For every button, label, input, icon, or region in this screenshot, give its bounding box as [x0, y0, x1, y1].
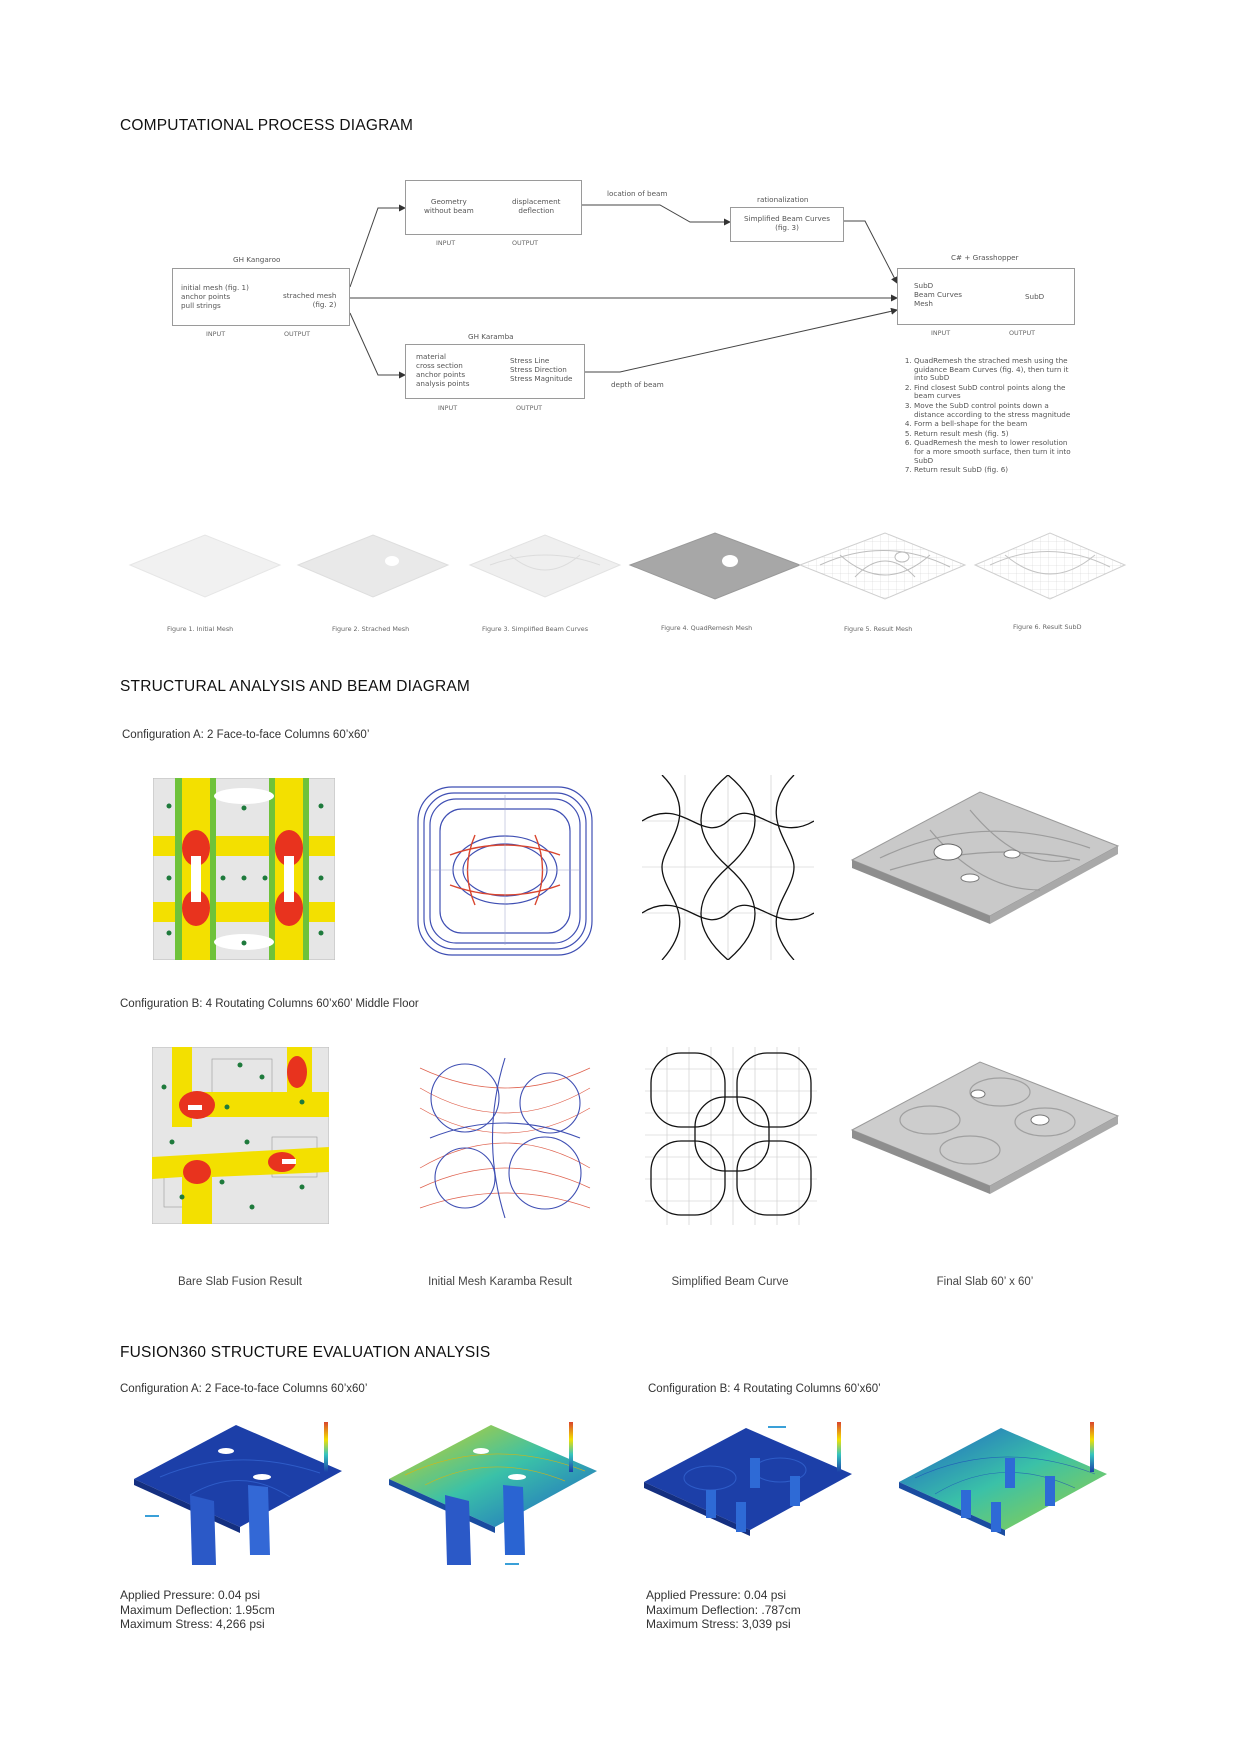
kangaroo-input-text: initial mesh (fig. 1) anchor points pull strings — [181, 283, 249, 310]
step-item: 1. QuadRemesh the strached mesh using the guidance Beam Curves (fig. 4), then turn it into SubD — [914, 357, 1076, 383]
karamba-output-label: OUTPUT — [516, 404, 543, 412]
fusion-b-stress: Maximum Stress: 3,039 psi — [646, 1617, 791, 1631]
step-item: 7. Return result SubD (fig. 6) — [914, 466, 1076, 475]
figure-1-caption: Figure 1. Initial Mesh — [167, 625, 234, 633]
config-b-karamba-stress-lines — [410, 1048, 600, 1228]
step-item: 3. Move the SubD control points down a distance according to the stress magnitude — [914, 402, 1076, 419]
geometry-input-text: Geometry without beam — [424, 197, 474, 215]
csharp-input-text: SubD Beam Curves Mesh — [914, 281, 962, 308]
karamba-input-text: material cross section anchor points analysis points — [416, 352, 470, 388]
figure-3-caption: Figure 3. Simplified Beam Curves — [482, 625, 589, 633]
csharp-output-text: SubD — [1025, 292, 1045, 301]
fusion-b-stats — [646, 1588, 801, 1632]
process-diagram — [0, 0, 1243, 520]
geometry-output-label: OUTPUT — [512, 239, 539, 247]
structural-config-a: Configuration A: 2 Face-to-face Columns 60’x60’ — [122, 729, 370, 741]
step-item: 2. Find closest SubD control points along the beam curves — [914, 384, 1076, 401]
kangaroo-input-label: INPUT — [206, 330, 226, 338]
fusion-a-stats — [120, 1588, 275, 1632]
caption-karamba: Initial Mesh Karamba Result — [428, 1276, 572, 1288]
figure-6-caption: Figure 6. Result SubD — [1013, 623, 1082, 631]
figure-2-caption: Figure 2. Strached Mesh — [332, 625, 410, 633]
config-b-final-slab — [850, 1050, 1120, 1200]
process-steps — [898, 357, 1076, 476]
depth-of-beam-label: depth of beam — [611, 380, 664, 389]
figure-6-mesh — [975, 533, 1125, 599]
kangaroo-output-label: OUTPUT — [284, 330, 311, 338]
config-b-simplified-beam-curves — [645, 1047, 817, 1225]
fusion-a-stress: Maximum Stress: 4,266 psi — [120, 1617, 265, 1631]
config-a-simplified-beam-curves — [642, 775, 814, 960]
step-item: 5. Return result mesh (fig. 5) — [914, 430, 1076, 439]
fusion-b-deflection-render — [895, 1418, 1110, 1558]
structural-config-b: Configuration B: 4 Routating Columns 60’x60’ Middle Floor — [120, 998, 419, 1010]
figure-5-caption: Figure 5. Result Mesh — [844, 625, 913, 633]
fusion-b-deflection-legend — [1088, 1420, 1102, 1500]
fusion-a-deflection: Maximum Deflection: 1.95cm — [120, 1602, 275, 1617]
karamba-box — [405, 344, 585, 399]
caption-beam-curve: Simplified Beam Curve — [671, 1276, 789, 1288]
fusion-b-pressure: Applied Pressure: 0.04 psi — [646, 1588, 787, 1602]
csharp-output-label: OUTPUT — [1009, 329, 1036, 337]
geometry-box — [405, 180, 582, 235]
csharp-box — [897, 268, 1075, 325]
kangaroo-box — [172, 268, 350, 326]
geometry-output-text: displacement deflection — [512, 197, 561, 215]
location-of-beam-label: location of beam — [607, 189, 668, 198]
figure-1-mesh — [130, 535, 280, 597]
figure-strip — [0, 525, 1243, 635]
config-a-karamba-stress-lines — [410, 775, 600, 965]
process-heading: COMPUTATIONAL PROCESS DIAGRAM — [120, 117, 414, 134]
fusion-a-stress-legend — [322, 1420, 336, 1500]
step-item: 4. Form a bell-shape for the beam — [914, 420, 1076, 429]
caption-bare-slab: Bare Slab Fusion Result — [177, 1276, 302, 1288]
geometry-input-label: INPUT — [436, 239, 456, 247]
csharp-input-label: INPUT — [931, 329, 951, 337]
rationalization-title: rationalization — [757, 195, 809, 204]
figure-4-mesh — [630, 533, 800, 599]
figure-meshes — [0, 525, 1243, 635]
figure-5-mesh — [800, 533, 965, 599]
figure-4-caption: Figure 4. QuadRemesh Mesh — [661, 624, 753, 632]
fusion-b-deflection: Maximum Deflection: .787cm — [646, 1602, 801, 1617]
figure-2-mesh — [298, 535, 448, 597]
structural-heading: STRUCTURAL ANALYSIS AND BEAM DIAGRAM — [120, 678, 470, 695]
config-a-bare-slab-heatmap — [153, 778, 335, 960]
karamba-title: GH Karamba — [468, 332, 514, 341]
rationalization-box — [730, 207, 844, 242]
csharp-title: C# + Grasshopper — [951, 253, 1019, 262]
fusion-a-pressure: Applied Pressure: 0.04 psi — [120, 1588, 261, 1602]
fusion-a-stress-render — [130, 1415, 345, 1565]
fusion-a-deflection-legend — [567, 1420, 581, 1500]
karamba-output-text: Stress Line Stress Direction Stress Magnitude — [510, 356, 573, 383]
fusion-b-stress-legend — [835, 1420, 849, 1500]
rationalization-text: Simplified Beam Curves (fig. 3) — [744, 214, 830, 232]
step-item: 6. QuadRemesh the mesh to lower resolution for a more smooth surface, then turn it into SubD — [914, 439, 1076, 465]
karamba-input-label: INPUT — [438, 404, 458, 412]
kangaroo-output-text: strached mesh (fig. 2) — [283, 291, 337, 309]
figure-3-mesh — [470, 535, 620, 597]
caption-final-slab: Final Slab 60’ x 60’ — [936, 1276, 1034, 1288]
fusion-config-a: Configuration A: 2 Face-to-face Columns 60’x60’ — [120, 1383, 368, 1395]
kangaroo-title: GH Kangaroo — [233, 255, 281, 264]
fusion-config-b: Configuration B: 4 Routating Columns 60’x60’ — [648, 1383, 881, 1395]
fusion-b-stress-render — [640, 1418, 855, 1558]
fusion-heading: FUSION360 STRUCTURE EVALUATION ANALYSIS — [120, 1344, 491, 1361]
config-a-final-slab — [850, 780, 1120, 930]
config-b-bare-slab-heatmap — [152, 1047, 329, 1224]
